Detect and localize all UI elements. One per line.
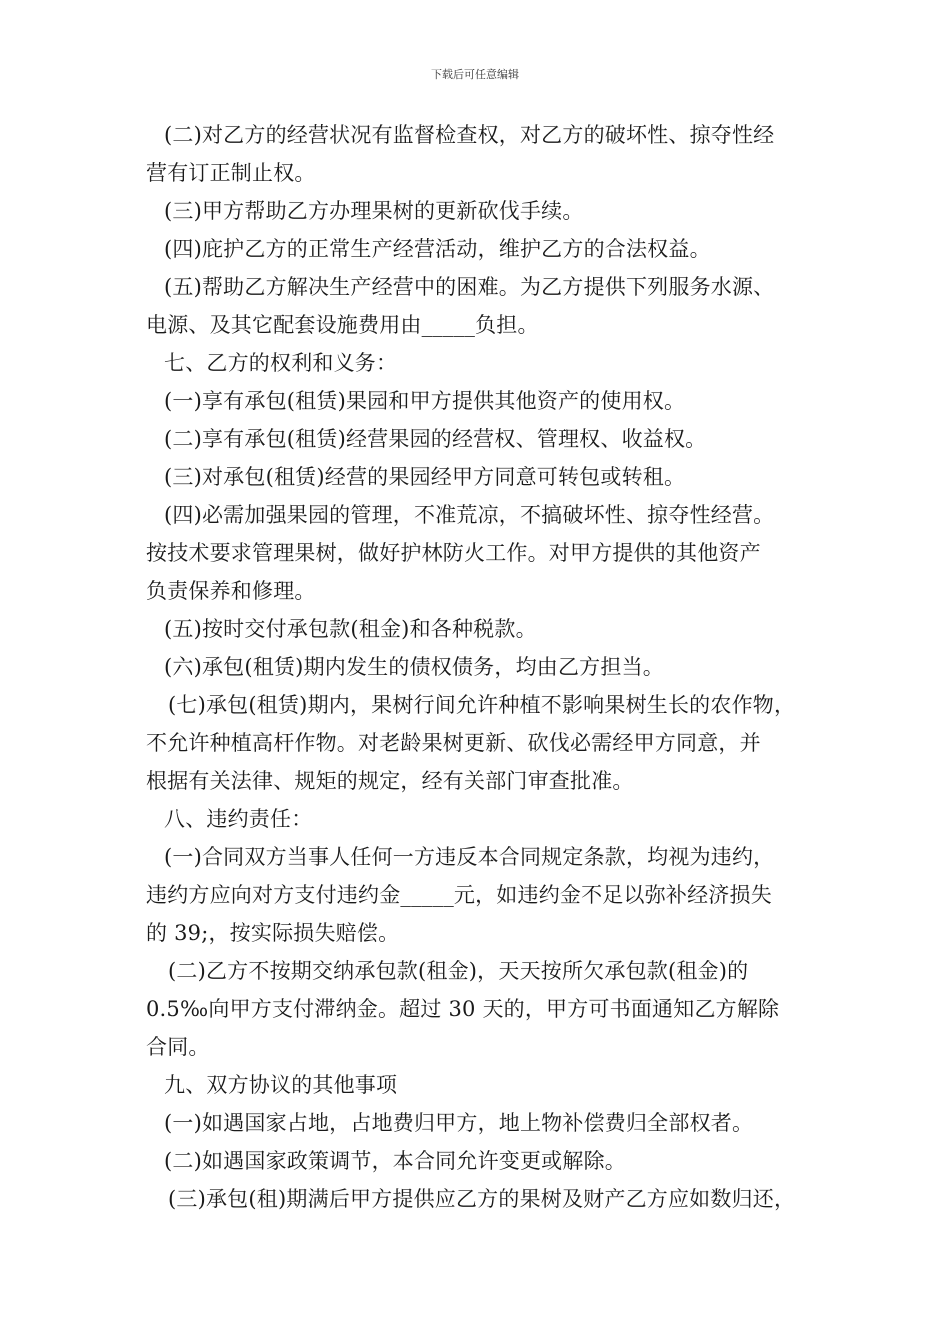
text-line: 营有订正制止权。: [146, 161, 316, 185]
text-line: 负责保养和修理。: [146, 579, 316, 603]
text-line: 七、乙方的权利和义务：: [164, 351, 398, 375]
text-line: 八、违约责任：: [164, 807, 313, 831]
text-line: (四)庇护乙方的正常生产经营活动，维护乙方的合法权益。: [164, 237, 711, 261]
text-line: 电源、及其它配套设施费用由_____负担。: [146, 313, 539, 337]
text-line: (三)承包(租)期满后甲方提供应乙方的果树及财产乙方应如数归还，: [168, 1187, 796, 1211]
text-line: (五)帮助乙方解决生产经营中的困难。为乙方提供下列服务水源、: [164, 275, 775, 299]
text-line: (七)承包(租赁)期内，果树行间允许种植不影响果树生长的农作物，: [168, 693, 796, 717]
text-line: 0.5‰向甲方支付滞纳金。超过 30 天的，甲方可书面通知乙方解除: [146, 997, 780, 1021]
text-line: (二)乙方不按期交纳承包款(租金)，天天按所欠承包款(租金)的: [168, 959, 749, 983]
text-line: 根据有关法律、规矩的规定，经有关部门审查批准。: [146, 769, 634, 793]
text-line: (三)对承包(租赁)经营的果园经甲方同意可转包或转租。: [164, 465, 686, 489]
text-line: (四)必需加强果园的管理，不准荒凉，不搞破坏性、掠夺性经营。: [164, 503, 775, 527]
page-header: 下载后可任意编辑: [431, 68, 519, 81]
text-line: (一)享有承包(租赁)果园和甲方提供其他资产的使用权。: [164, 389, 686, 413]
text-line: (三)甲方帮助乙方办理果树的更新砍伐手续。: [164, 199, 584, 223]
text-line: (六)承包(租赁)期内发生的债权债务，均由乙方担当。: [164, 655, 664, 679]
text-line: (二)享有承包(租赁)经营果园的经营权、管理权、收益权。: [164, 427, 707, 451]
text-line: 违约方应向对方支付违约金_____元，如违约金不足以弥补经济损失: [146, 883, 772, 907]
document-body: [146, 116, 826, 1218]
text-line: 合同。: [146, 1035, 210, 1059]
text-line: (二)对乙方的经营状况有监督检查权，对乙方的破坏性、掠夺性经: [164, 123, 775, 147]
text-line: (一)合同双方当事人任何一方违反本合同规定条款，均视为违约，: [164, 845, 775, 869]
text-line: 的 39;，按实际损失赔偿。: [146, 921, 400, 945]
text-line: (一)如遇国家占地，占地费归甲方，地上物补偿费归全部权者。: [164, 1111, 754, 1135]
text-line: 按技术要求管理果树，做好护林防火工作。对甲方提供的其他资产: [146, 541, 761, 565]
text-line: 九、双方协议的其他事项: [164, 1073, 398, 1097]
text-line: 不允许种植高杆作物。对老龄果树更新、砍伐必需经甲方同意，并: [146, 731, 761, 755]
text-line: (五)按时交付承包款(租金)和各种税款。: [164, 617, 537, 641]
text-line: (二)如遇国家政策调节，本合同允许变更或解除。: [164, 1149, 626, 1173]
